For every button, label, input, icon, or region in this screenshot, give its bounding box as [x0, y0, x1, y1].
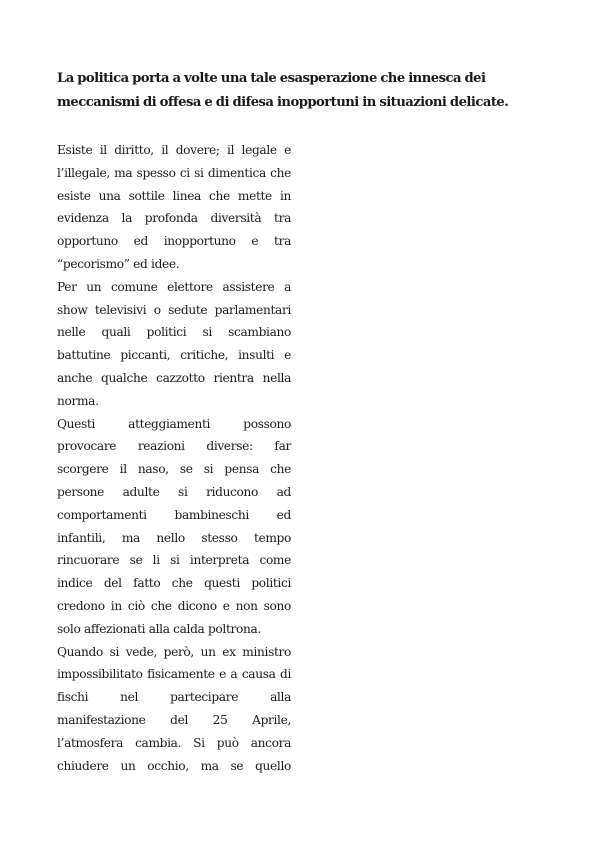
body-paragraph: Questi atteggiamenti possono provocare reazioni diverse: far scorgere il naso, se si pensa che persone adulte si riducono ad comportamenti bambineschi ed infantili, ma nello stesso tempo rincuorare se li si interpreta come indice del fatto che questi politici credono in ciò che dicono e non sono solo affezionati alla calda poltrona.	[57, 416, 291, 636]
article-headline: La politica porta a volte una tale esasperazione che innesca dei meccanismi di offesa e di difesa inopportuni in situazioni delicate.	[57, 71, 509, 110]
body-paragraph: Per un comune elettore assistere a show televisivi o sedute parlamentari nelle quali politici si scambiano battutine piccanti, critiche, insulti e anche qualche cazzotto rientra nella norma.	[57, 279, 291, 408]
body-paragraph: Esiste il diritto, il dovere; il legale e l’illegale, ma spesso ci si dimentica che esiste una sottile linea che mette in evidenza la profonda diversità tra opportuno ed inopportuno e tra “pecorismo” ed idee.	[57, 143, 291, 271]
body-paragraph: Quando si vede, però, un ex ministro impossibilitato fisicamente e a causa di fischi nel partecipare alla manifestazione del 25 Aprile, l’atmosfera cambia. Si può ancora chiudere un occhio, ma se quello	[57, 644, 291, 773]
article-body-column	[57, 139, 291, 777]
